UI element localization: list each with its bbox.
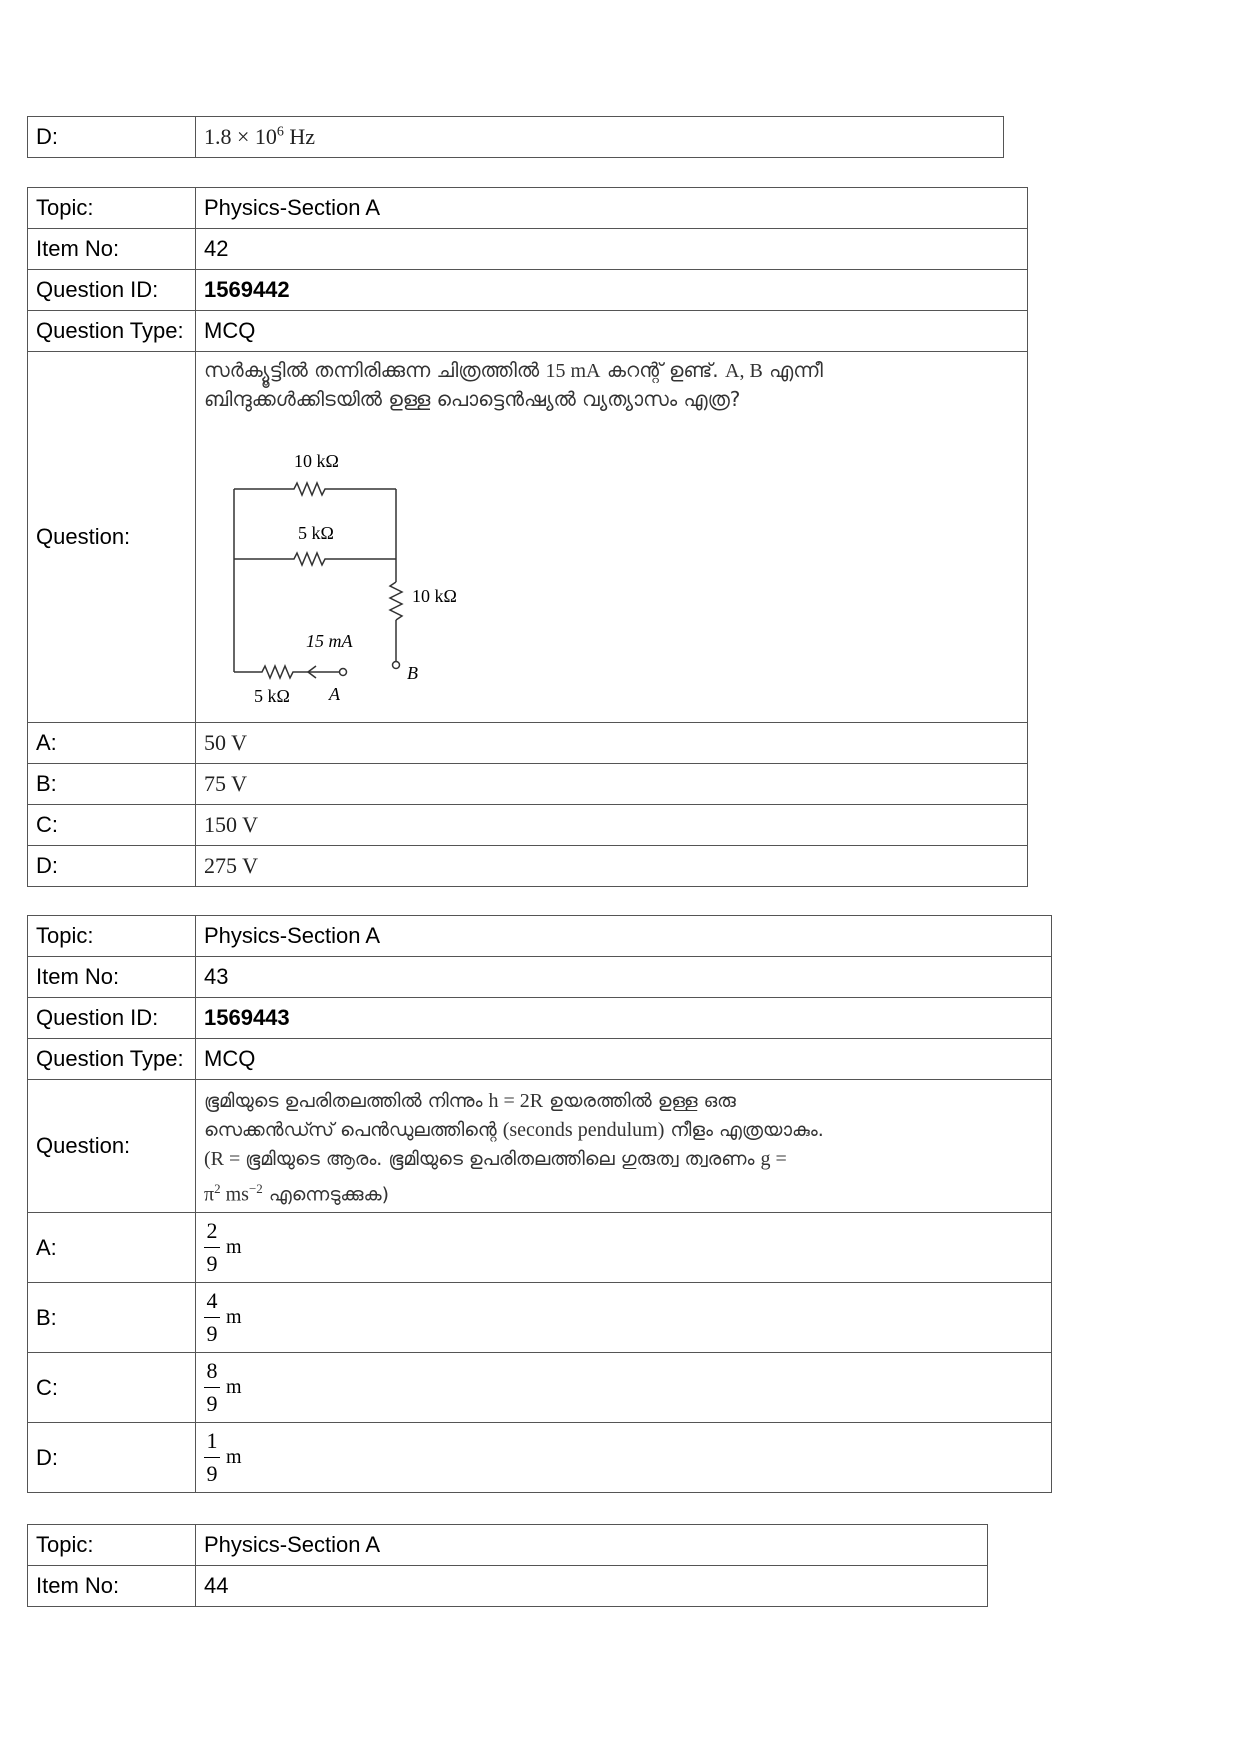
question-id-label: Question ID: <box>28 270 196 311</box>
terminal-a <box>340 669 347 676</box>
question-type-value: MCQ <box>196 1039 1052 1080</box>
question-table-44 <box>27 1524 988 1607</box>
terminal-b <box>393 662 400 669</box>
question-id-label: Question ID: <box>28 998 196 1039</box>
question-id-value: 1569443 <box>196 998 1052 1039</box>
topic-label: Topic: <box>28 916 196 957</box>
fraction: $\frac{2}{9}$ <box>204 1219 220 1276</box>
option-a-label: A: <box>28 1213 196 1283</box>
question-text <box>204 352 1019 413</box>
item-label: Item No: <box>28 229 196 270</box>
question-type-label: Question Type: <box>28 1039 196 1080</box>
item-value: 42 <box>196 229 1028 270</box>
question-line-1: സർക്യൂട്ടിൽ തന്നിരിക്കുന്ന ചിത്രത്തിൽ 15 mA കറന്റ് ഉണ്ട്. A, B എന്നീ <box>204 358 823 382</box>
option-b-value: $\frac{4}{9}$ m <box>196 1283 1052 1353</box>
question-text <box>204 1083 1043 1209</box>
label-r3: 10 kΩ <box>412 586 457 606</box>
question-table-43 <box>27 915 1052 1493</box>
question-id-value: 1569442 <box>196 270 1028 311</box>
question-body <box>196 352 1028 723</box>
option-a-label: A: <box>28 723 196 764</box>
resistor-10k-top <box>234 483 396 495</box>
prev-question-table <box>27 116 1004 158</box>
option-value <box>196 117 1004 158</box>
label-r2: 5 kΩ <box>298 523 334 543</box>
topic-value: Physics-Section A <box>196 1525 988 1566</box>
option-c-value: 150 V <box>196 805 1028 846</box>
question-type-value: MCQ <box>196 311 1028 352</box>
question-label: Question: <box>28 352 196 723</box>
item-value: 44 <box>196 1566 988 1607</box>
option-c-label: C: <box>28 805 196 846</box>
resistor-10k-vertical <box>390 582 402 620</box>
question-body <box>196 1080 1052 1213</box>
option-b-label: B: <box>28 1283 196 1353</box>
question-line-3: (R = ഭൂമിയുടെ ആരം. ഭൂമിയുടെ ഉപരിതലത്തിലെ ഗുരുത്വ ത്വരണം g = <box>204 1147 787 1170</box>
question-line-4: $\pi^2$ $ms^{-2}$ എന്നെടുക്കുക) <box>204 1180 390 1206</box>
question-table-42 <box>27 187 1028 887</box>
label-point-a: A <box>329 684 340 704</box>
question-line-2: ബിന്ദുക്കൾക്കിടയിൽ ഉള്ള പൊട്ടെൻഷ്യൽ വ്യത്യാസം എത്ര? <box>204 387 741 411</box>
topic-label: Topic: <box>28 1525 196 1566</box>
option-c-value: $\frac{8}{9}$ m <box>196 1353 1052 1423</box>
item-label: Item No: <box>28 957 196 998</box>
option-a-value: $\frac{2}{9}$ m <box>196 1213 1052 1283</box>
question-label: Question: <box>28 1080 196 1213</box>
topic-label: Topic: <box>28 188 196 229</box>
option-d-value: $\frac{1}{9}$ m <box>196 1423 1052 1493</box>
fraction: $\frac{8}{9}$ <box>204 1359 220 1416</box>
option-b-value: 75 V <box>196 764 1028 805</box>
label-point-b: B <box>407 663 418 683</box>
question-line-2: സെക്കൻഡ്സ് പെൻഡുലത്തിന്റെ (seconds pendulum) നീളം എത്രയാകും. <box>204 1118 824 1141</box>
option-base: 1.8 × 10 <box>204 124 277 149</box>
option-label: D: <box>28 117 196 158</box>
question-line-1: ഭൂമിയുടെ ഉപരിതലത്തിൽ നിന്നും h = 2R ഉയരത്തിൽ ഉള്ള ഒരു <box>204 1089 736 1112</box>
item-value: 43 <box>196 957 1052 998</box>
circuit-diagram <box>204 417 504 707</box>
fraction: $\frac{4}{9}$ <box>204 1289 220 1346</box>
item-label: Item No: <box>28 1566 196 1607</box>
topic-value: Physics-Section A <box>196 916 1052 957</box>
label-current: 15 mA <box>306 631 353 651</box>
option-exponent: 6 <box>276 124 284 140</box>
option-a-value: 50 V <box>196 723 1028 764</box>
option-unit: Hz <box>283 124 316 149</box>
option-d-label: D: <box>28 1423 196 1493</box>
fraction: $\frac{1}{9}$ <box>204 1429 220 1486</box>
option-c-label: C: <box>28 1353 196 1423</box>
resistor-5k-bottom <box>234 666 340 678</box>
label-r4: 5 kΩ <box>254 686 290 706</box>
option-b-label: B: <box>28 764 196 805</box>
topic-value: Physics-Section A <box>196 188 1028 229</box>
resistor-5k-middle <box>234 553 396 565</box>
option-d-value: 275 V <box>196 846 1028 887</box>
option-d-label: D: <box>28 846 196 887</box>
question-type-label: Question Type: <box>28 311 196 352</box>
label-r1: 10 kΩ <box>294 451 339 471</box>
